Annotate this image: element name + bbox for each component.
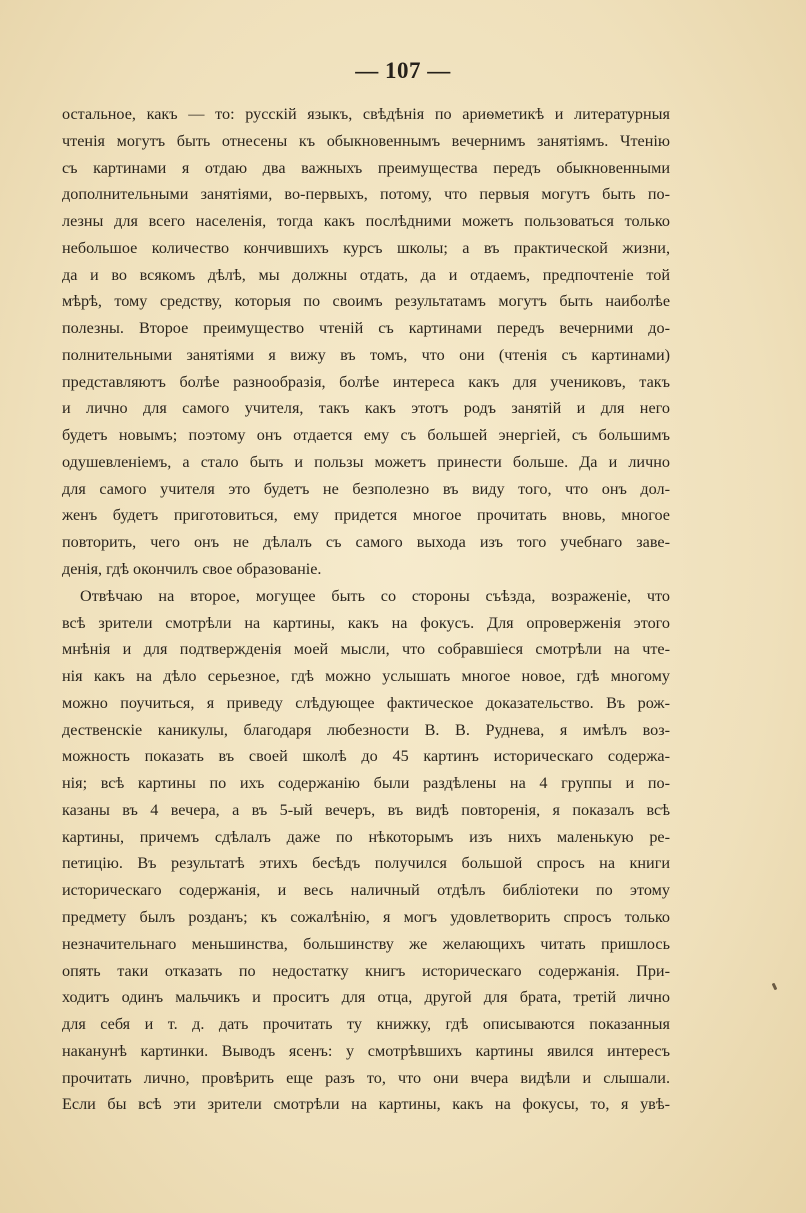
text-line: да и во всякомъ дѣлѣ, мы должны отдать, да и отдаемъ, предпочтеніе той: [62, 265, 670, 284]
text-line: прочитать лично, провѣрить еще разъ то, что они вчера видѣли и слышали.: [62, 1068, 670, 1087]
page-number: — 107 —: [355, 58, 451, 83]
text-line: нія; всѣ картины по ихъ содержанію были раздѣлены на 4 группы и по-: [62, 774, 670, 793]
body-text: [62, 101, 670, 1118]
text-line: лезны для всего населенія, тогда какъ послѣдними можетъ пользоваться только: [62, 212, 670, 231]
text-line: ходитъ одинъ мальчикъ и проситъ для отца, другой для брата, третій лично: [62, 988, 670, 1007]
text-line: чтенія могутъ быть отнесены къ обыкновеннымъ вечернимъ занятіямъ. Чтенію: [62, 131, 670, 150]
text-line: всѣ зрители смотрѣли на картины, какъ на фокусъ. Для опроверженія этого: [62, 613, 670, 632]
text-line: предмету былъ розданъ; къ сожалѣнію, я могъ удовлетворить спросъ только: [62, 907, 670, 926]
text-line: наканунѣ картинки. Выводъ ясенъ: у смотрѣвшихъ картины явился интересъ: [62, 1041, 670, 1060]
text-line: дополнительными занятіями, во-первыхъ, потому, что первыя могутъ быть по-: [62, 185, 670, 204]
text-line: казаны въ 4 вечера, а въ 5-ый вечеръ, въ видѣ повторенія, я показалъ всѣ: [62, 800, 670, 819]
text-line: Если бы всѣ эти зрители смотрѣли на картины, какъ на фокусы, то, я увѣ-: [62, 1095, 670, 1114]
text-line: мѣрѣ, тому средству, которыя по своимъ результатамъ могутъ быть наиболѣе: [62, 292, 670, 311]
text-line: дественскіе каникулы, благодаря любезности В. В. Руднева, я имѣлъ воз-: [62, 720, 670, 739]
text-line: петицію. Въ результатѣ этихъ бесѣдъ получился большой спросъ на книги: [62, 854, 670, 873]
text-line: незначительнаго меньшинства, большинству же желающихъ читать пришлось: [62, 934, 670, 953]
text-line: съ картинами я отдаю два важныхъ преимущества передъ обыкновенными: [62, 158, 670, 177]
text-line: остальное, какъ — то: русскій языкъ, свѣдѣнія по ариѳметикѣ и литературныя: [62, 105, 670, 123]
text-line: историческаго содержанія, и весь наличный отдѣлъ библіотеки по этому: [62, 881, 670, 900]
text-line: опять таки отказать по недостатку книгъ историческаго содержанія. При-: [62, 961, 670, 980]
text-line: можность показать въ своей школѣ до 45 картинъ историческаго содержа-: [62, 747, 670, 766]
text-line: полнительными занятіями я вижу въ томъ, что они (чтенія съ картинами): [62, 345, 670, 364]
text-line: можно поучиться, я приведу слѣдующее фактическое доказательство. Въ рож-: [62, 693, 670, 712]
text-line: денія, гдѣ окончилъ свое образованіе.: [62, 560, 322, 579]
text-line: нія какъ на дѣло серьезное, гдѣ можно услышать многое новое, гдѣ многому: [62, 667, 670, 686]
text-line: для самого учителя это будетъ не безполезно въ виду того, что онъ дол-: [62, 479, 670, 498]
text-line: картины, причемъ сдѣлалъ даже по нѣкоторымъ изъ нихъ маленькую ре-: [62, 827, 670, 846]
text-line: одушевленіемъ, а стало быть и пользы можетъ принести больше. Да и лично: [62, 452, 670, 471]
text-line: небольшое количество кончившихъ курсъ школы; а въ практической жизни,: [62, 238, 670, 257]
text-line: для себя и т. д. дать прочитать ту книжку, гдѣ описываются показанныя: [62, 1015, 670, 1034]
text-line: полезны. Второе преимущество чтеній съ картинами передъ вечерними до-: [62, 319, 670, 338]
text-line: и лично для самого учителя, такъ какъ этотъ родъ занятій и для него: [62, 399, 670, 418]
text-line: представляютъ болѣе разнообразія, болѣе интереса какъ для учениковъ, такъ: [62, 372, 670, 391]
paper-speck: [772, 983, 778, 991]
text-line: женъ будетъ приготовиться, ему придется многое прочитать вновь, многое: [62, 506, 670, 525]
text-line: повторить, чего онъ не дѣлалъ съ самого выхода изъ того учебнаго заве-: [62, 533, 670, 552]
text-line: Отвѣчаю на второе, могущее быть со стороны съѣзда, возраженіе, что: [80, 586, 670, 605]
text-line: мнѣнія и для подтвержденія моей мысли, что собравшіеся смотрѣли на чте-: [62, 640, 670, 659]
text-line: будетъ новымъ; поэтому онъ отдается ему съ большей энергіей, съ большимъ: [62, 426, 670, 445]
